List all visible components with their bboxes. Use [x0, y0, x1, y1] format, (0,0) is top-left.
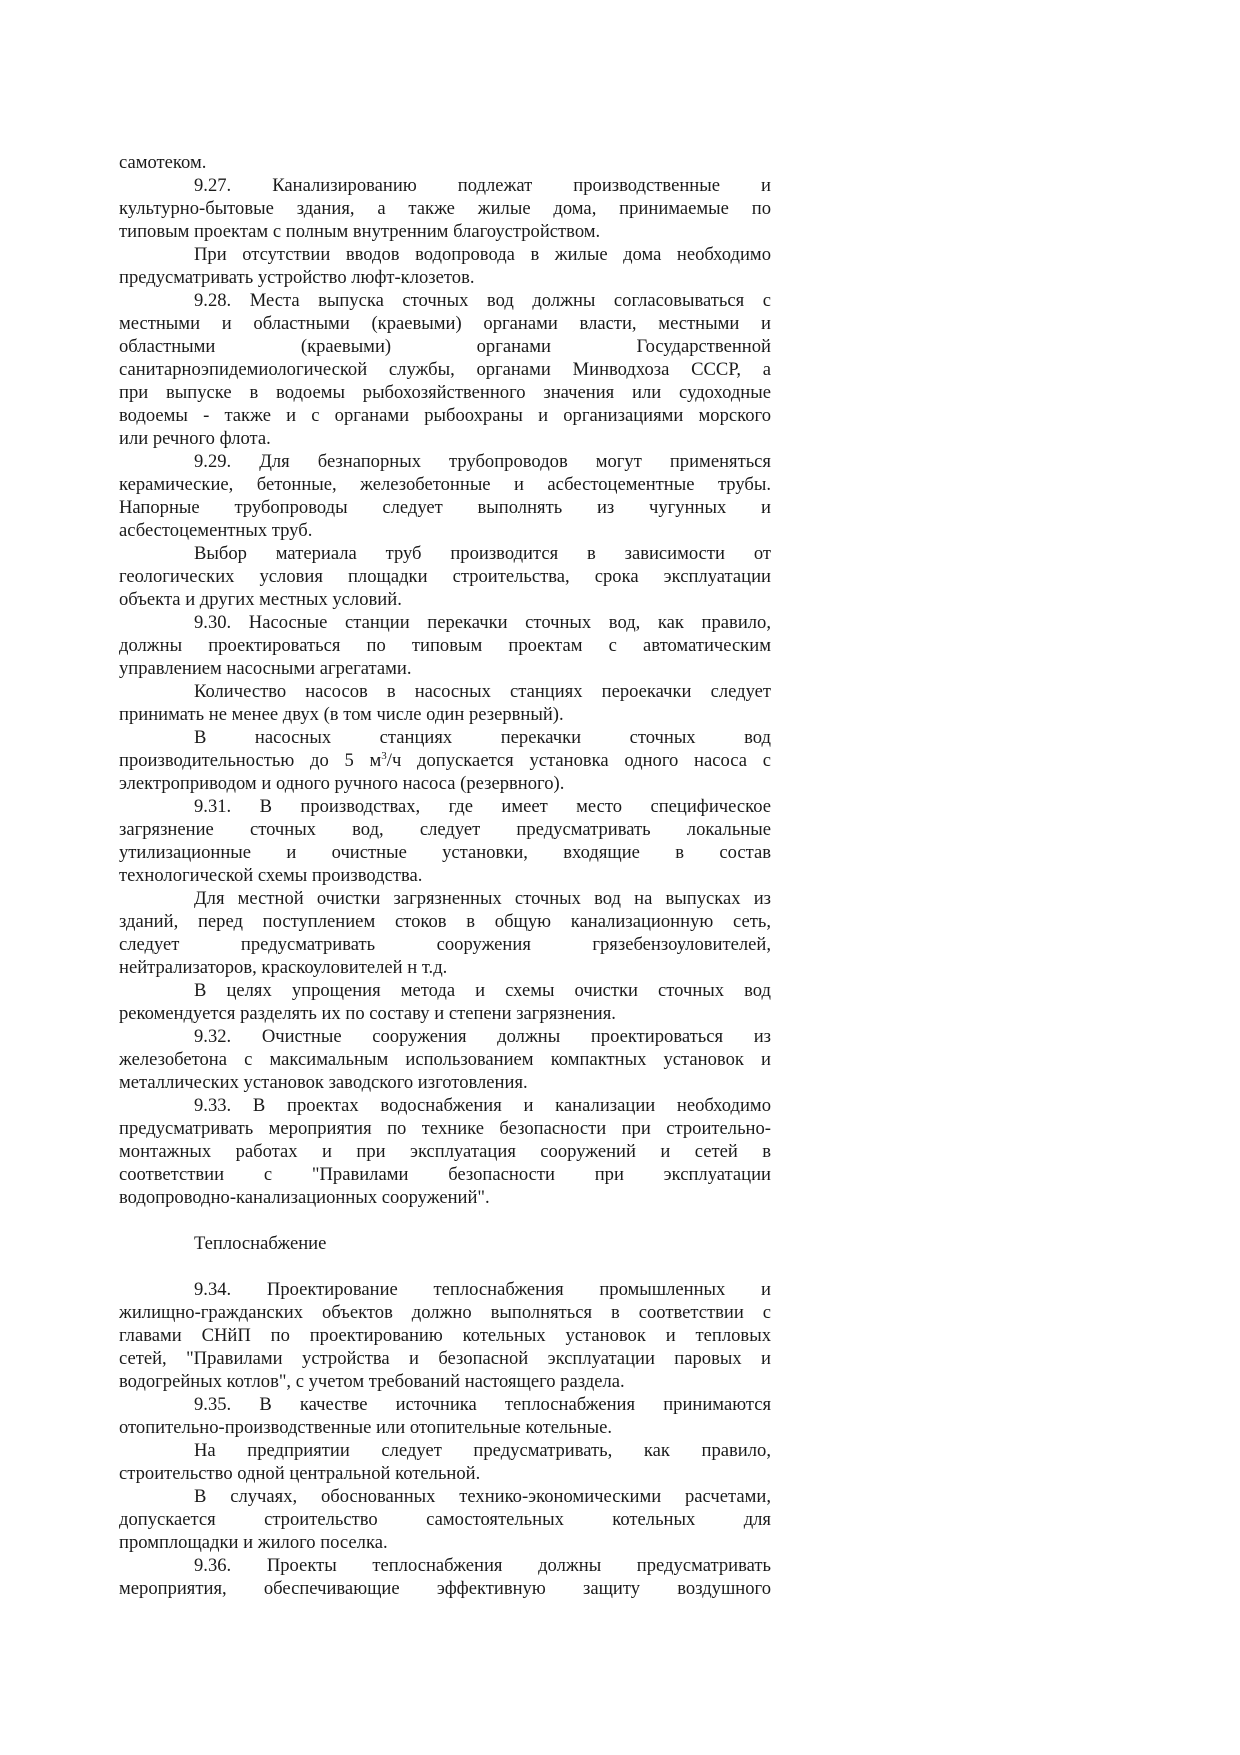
text-line: металлических установок заводского изготовления. — [119, 1072, 528, 1093]
text-line — [119, 749, 771, 772]
text-line: типовым проектам с полным внутренним благоустройством. — [119, 221, 601, 242]
text-line: или речного флота. — [119, 428, 271, 449]
text-line: Количество насосов в насосных станциях пероекачки следует — [194, 681, 771, 702]
text-line: На предприятии следует предусматривать, как правило, — [194, 1440, 771, 1461]
text-line: 9.33. В проектах водоснабжения и канализации необходимо — [194, 1095, 771, 1116]
text-line: объекта и других местных условий. — [119, 589, 402, 610]
text-line: Выбор материала труб производится в зависимости от — [194, 543, 771, 564]
text-line: строительство одной центральной котельной. — [119, 1463, 481, 1484]
text-line: самотеком. — [119, 152, 207, 173]
text-line: следует предусматривать сооружения грязебензоуловителей, — [119, 934, 771, 955]
text-line: 9.35. В качестве источника теплоснабжения принимаются — [194, 1394, 771, 1415]
text-line: соответствии с "Правилами безопасности при эксплуатации — [119, 1164, 771, 1185]
text-line: предусматривать устройство люфт-клозетов. — [119, 267, 475, 288]
text-line: должны проектироваться по типовым проектам с автоматическим — [119, 635, 771, 656]
text-line: жилищно-гражданских объектов должно выполняться в соответствии с — [119, 1302, 771, 1323]
document-page — [119, 151, 771, 1600]
text-line: В целях упрощения метода и схемы очистки сточных вод — [194, 980, 771, 1001]
text-line: Напорные трубопроводы следует выполнять из чугунных и — [119, 497, 771, 518]
text-line: главами СНйП по проектированию котельных установок и тепловых — [119, 1325, 771, 1346]
text-line: 9.34. Проектирование теплоснабжения промышленных и — [194, 1279, 771, 1300]
text-line: промплощадки и жилого поселка. — [119, 1532, 388, 1553]
text-line: при выпуске в водоемы рыбохозяйственного значения или судоходные — [119, 382, 771, 403]
text-line: водогрейных котлов", с учетом требований настоящего раздела. — [119, 1371, 625, 1392]
text-line: железобетона с максимальным использованием компактных установок и — [119, 1049, 771, 1070]
text-line: В случаях, обоснованных технико-экономическими расчетами, — [194, 1486, 771, 1507]
text-line: загрязнение сточных вод, следует предусматривать локальные — [119, 819, 771, 840]
text-line: технологической схемы производства. — [119, 865, 423, 886]
text-line: зданий, перед поступлением стоков в общую канализационную сеть, — [119, 911, 771, 932]
text-line: 9.32. Очистные сооружения должны проектироваться из — [194, 1026, 771, 1047]
text-line: управлением насосными агрегатами. — [119, 658, 412, 679]
text-line: предусматривать мероприятия по технике безопасности при строительно- — [119, 1118, 771, 1139]
text-line: утилизационные и очистные установки, входящие в состав — [119, 842, 771, 863]
text-line: областными (краевыми) органами Государственной — [119, 336, 771, 357]
text-line: отопительно-производственные или отопительные котельные. — [119, 1417, 613, 1438]
text-line: местными и областными (краевыми) органами власти, местными и — [119, 313, 771, 334]
text-line: Для местной очистки загрязненных сточных вод на выпусках из — [194, 888, 771, 909]
blank-line — [119, 1209, 771, 1232]
text-line: допускается строительство самостоятельных котельных для — [119, 1509, 771, 1530]
blank-line — [119, 1255, 771, 1278]
text-segment: /ч допускается установка одного насоса с — [386, 750, 771, 771]
text-line: асбестоцементных труб. — [119, 520, 313, 541]
text-line: санитарноэпидемиологической службы, органами Минводхоза СССР, а — [119, 359, 771, 380]
text-line: В насосных станциях перекачки сточных вод — [194, 727, 771, 748]
text-line: 9.31. В производствах, где имеет место специфическое — [194, 796, 771, 817]
text-line: 9.36. Проекты теплоснабжения должны предусматривать — [194, 1555, 771, 1576]
text-line: электроприводом и одного ручного насоса (резервного). — [119, 773, 565, 794]
text-line: водопроводно-канализационных сооружений". — [119, 1187, 490, 1208]
text-line: 9.29. Для безнапорных трубопроводов могут применяться — [194, 451, 771, 472]
text-line: монтажных работах и при эксплуатация сооружений и сетей в — [119, 1141, 771, 1162]
text-line: керамические, бетонные, железобетонные и асбестоцементные трубы. — [119, 474, 771, 495]
text-line: нейтрализаторов, краскоуловителей н т.д. — [119, 957, 448, 978]
text-line: мероприятия, обеспечивающие эффективную защиту воздушного — [119, 1578, 771, 1599]
text-segment: производительностью до 5 м — [119, 750, 382, 771]
superscript: 3 — [381, 750, 387, 762]
text-line: сетей, "Правилами устройства и безопасной эксплуатации паровых и — [119, 1348, 771, 1369]
text-line: При отсутствии вводов водопровода в жилые дома необходимо — [194, 244, 771, 265]
text-line: водоемы - также и с органами рыбоохраны и организациями морского — [119, 405, 771, 426]
text-line: 9.28. Места выпуска сточных вод должны согласовываться с — [194, 290, 771, 311]
text-line: 9.30. Насосные станции перекачки сточных вод, как правило, — [194, 612, 771, 633]
text-line: рекомендуется разделять их по составу и степени загрязнения. — [119, 1003, 616, 1024]
section-heading: Теплоснабжение — [194, 1233, 327, 1254]
text-line: принимать не менее двух (в том числе один резервный). — [119, 704, 564, 725]
text-line: культурно-бытовые здания, а также жилые дома, принимаемые по — [119, 198, 771, 219]
text-line: 9.27. Канализированию подлежат производственные и — [194, 175, 771, 196]
text-line: геологических условия площадки строительства, срока эксплуатации — [119, 566, 771, 587]
